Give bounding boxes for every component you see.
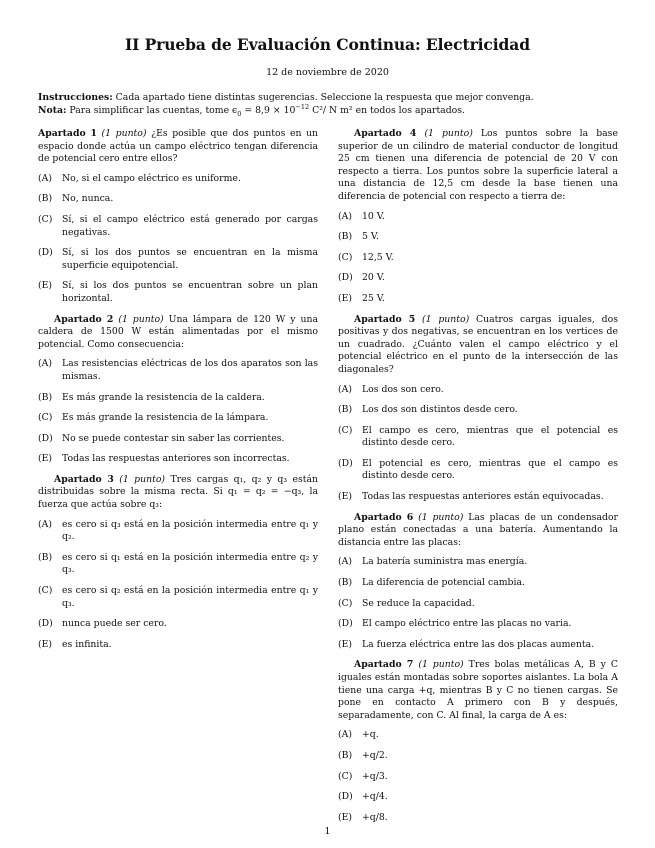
- option-text: +q/8.: [362, 811, 388, 823]
- option-letter: (B): [38, 391, 53, 403]
- option-letter: (B): [338, 404, 353, 416]
- answer-option[interactable]: [338, 272, 618, 285]
- question-stem: [38, 128, 318, 166]
- option-text: No, si el campo eléctrico es uniforme.: [62, 172, 241, 184]
- option-letter: (D): [38, 432, 53, 444]
- left-column: [38, 128, 318, 659]
- option-text: La fuerza eléctrica entre las dos placas aumenta.: [362, 638, 595, 650]
- option-text: 12,5 V.: [362, 251, 394, 263]
- answer-option[interactable]: [338, 577, 618, 590]
- question-7: [338, 659, 618, 824]
- question-stem: [338, 314, 618, 377]
- question-stem: [338, 512, 618, 550]
- exam-date: 12 de noviembre de 2020: [266, 67, 389, 78]
- option-letter: (A): [38, 518, 52, 530]
- option-text: +q/4.: [362, 791, 388, 803]
- option-text: 20 V.: [362, 272, 385, 284]
- answer-option[interactable]: [338, 211, 618, 224]
- option-text: Se reduce la capacidad.: [362, 597, 475, 609]
- option-letter: (B): [338, 577, 353, 589]
- answer-option[interactable]: [38, 358, 318, 383]
- answer-option[interactable]: [338, 231, 618, 244]
- question-text: Cuatros cargas iguales, dos positivas y dos negativas, se encuentran en los vertices de un cuadrado. ¿Cuánto valen el campo eléctrico y el potencial eléctrico en el punto de la intersección de las diagonales?: [338, 313, 618, 375]
- answer-option[interactable]: [38, 247, 318, 272]
- option-text: El campo es cero, mientras que el potencial es distinto desde cero.: [362, 424, 618, 449]
- question-2: [38, 314, 318, 466]
- question-6: [338, 512, 618, 652]
- option-letter: (D): [38, 618, 53, 630]
- option-text: Las resistencias eléctricas de los dos aparatos son las mismas.: [62, 358, 318, 382]
- option-text: Todas las respuestas anteriores están equivocadas.: [362, 491, 604, 503]
- answer-option[interactable]: [38, 392, 318, 405]
- option-text: El campo eléctrico entre las placas no varia.: [362, 618, 572, 630]
- note-text-after: C²/ N m² en todos los apartados.: [309, 105, 465, 116]
- option-letter: (C): [38, 213, 53, 225]
- answer-option[interactable]: [338, 771, 618, 784]
- answer-option[interactable]: [38, 453, 318, 466]
- question-stem: [338, 128, 618, 204]
- option-text: Todas las respuestas anteriores son incorrectas.: [62, 453, 290, 465]
- option-text: Es más grande la resistencia de la lámpara.: [62, 412, 269, 424]
- answer-option[interactable]: [38, 552, 318, 577]
- question-points: (1 punto): [118, 313, 164, 325]
- note-superscript: −12: [295, 102, 310, 111]
- instructions-text: Cada apartado tiene distintas sugerencias. Seleccione la respuesta que mejor convenga.: [115, 92, 534, 103]
- answer-option[interactable]: [338, 404, 618, 417]
- question-text: Las placas de un condensador plano están conectadas a una batería. Aumentando la distancia entre las placas:: [338, 511, 618, 548]
- question-label: Apartado 1: [38, 128, 97, 139]
- question-4: [338, 128, 618, 306]
- question-label: Apartado 7: [354, 659, 414, 671]
- question-points: (1 punto): [422, 313, 470, 325]
- answer-option[interactable]: [38, 214, 318, 239]
- answer-option[interactable]: [338, 293, 618, 306]
- option-letter: (A): [338, 729, 352, 741]
- option-letter: (A): [38, 172, 52, 184]
- question-text: Los puntos sobre la base superior de un cilindro de material conductor de longitud 25 cm tienen una diferencia de potencial de 20 V con respecto a tierra. Los puntos sobre la superficie lateral a una distancia de 12,5 cm desde la base tienen una diferencia de potencial con respecto a tierra de:: [338, 128, 618, 202]
- answer-option[interactable]: [338, 598, 618, 611]
- option-letter: (B): [338, 749, 353, 761]
- option-text: nunca puede ser cero.: [62, 618, 167, 630]
- note-text-mid: = 8,9 × 10: [241, 105, 296, 116]
- option-text: 5 V.: [362, 231, 379, 243]
- question-text: Tres bolas metálicas A, B y C iguales están montadas sobre soportes aislantes. La bola A tiene una carga +q, mientras B y C no tienen cargas. Se pone en contacto A primero con B y después, separadamente, con C. Al final, la carga de A es:: [338, 659, 618, 721]
- option-letter: (B): [338, 231, 353, 243]
- option-letter: (D): [338, 457, 353, 469]
- answer-option[interactable]: [38, 193, 318, 206]
- option-letter: (B): [38, 551, 53, 563]
- option-text: es cero si q₂ está en la posición intermedia entre q₁ y q₃.: [62, 585, 318, 609]
- page-title: II Prueba de Evaluación Continua: Electricidad: [125, 35, 530, 54]
- option-letter: (C): [38, 585, 53, 597]
- option-letter: (E): [38, 453, 53, 465]
- instructions-label: Instrucciones:: [38, 92, 113, 103]
- option-letter: (D): [38, 247, 53, 259]
- answer-option[interactable]: [38, 433, 318, 446]
- question-points: (1 punto): [418, 659, 464, 671]
- note-text-before: Para simplificar las cuentas, tome ϵ: [69, 105, 238, 116]
- answer-option[interactable]: [338, 750, 618, 763]
- question-5: [338, 314, 618, 504]
- option-letter: (E): [38, 280, 53, 292]
- option-text: Es más grande la resistencia de la caldera.: [62, 391, 265, 403]
- question-stem: [38, 314, 318, 352]
- option-letter: (D): [338, 791, 353, 803]
- option-text: Sí, si el campo eléctrico está generado por cargas negativas.: [62, 213, 318, 238]
- question-label: Apartado 5: [354, 313, 416, 325]
- option-text: La diferencia de potencial cambia.: [362, 577, 525, 589]
- option-letter: (A): [38, 358, 52, 370]
- answer-option[interactable]: [338, 491, 618, 504]
- option-text: es cero si q₃ está en la posición intermedia entre q₁ y q₂.: [62, 518, 318, 543]
- page-number: 1: [324, 826, 331, 837]
- option-text: El potencial es cero, mientras que el campo es distinto desde cero.: [362, 457, 618, 482]
- instructions-line: [38, 91, 618, 104]
- answer-option[interactable]: [338, 618, 618, 631]
- answer-option[interactable]: [38, 280, 318, 305]
- option-letter: (C): [338, 424, 353, 436]
- option-letter: (E): [338, 292, 353, 304]
- option-letter: (C): [338, 597, 353, 609]
- option-text: es cero si q₁ está en la posición intermedia entre q₂ y q₃.: [62, 551, 318, 576]
- answer-option[interactable]: [38, 618, 318, 631]
- option-text: +q/2.: [362, 749, 388, 761]
- option-text: 10 V.: [362, 210, 385, 222]
- question-label: Apartado 6: [354, 511, 414, 523]
- option-letter: (E): [338, 491, 353, 503]
- option-letter: (D): [338, 618, 353, 630]
- note-subscript: 0: [237, 109, 242, 118]
- option-text: Sí, si los dos puntos se encuentran en la misma superficie equipotencial.: [62, 247, 318, 271]
- option-letter: (D): [338, 272, 353, 284]
- answer-option[interactable]: [338, 812, 618, 825]
- option-letter: (B): [38, 193, 53, 205]
- option-text: No se puede contestar sin saber las corrientes.: [62, 432, 285, 444]
- option-letter: (E): [38, 638, 53, 650]
- answer-option[interactable]: [38, 519, 318, 544]
- question-points: (1 punto): [119, 473, 166, 485]
- answer-option[interactable]: [38, 173, 318, 186]
- option-letter: (C): [38, 412, 53, 424]
- answer-option[interactable]: [38, 412, 318, 425]
- question-stem: [338, 659, 618, 722]
- question-3: [38, 474, 318, 652]
- option-text: La batería suministra mas energía.: [362, 556, 528, 568]
- question-label: Apartado 3: [54, 473, 114, 485]
- option-text: Los dos son distintos desde cero.: [362, 404, 518, 416]
- question-text: Una lámpara de 120 W y una caldera de 1500 W están alimentadas por el mismo potencial. Como consecuencia:: [38, 313, 318, 350]
- option-text: +q/3.: [362, 770, 388, 782]
- option-text: es infinita.: [62, 638, 112, 650]
- answer-option[interactable]: [338, 252, 618, 265]
- question-points: (1 punto): [424, 128, 473, 139]
- answer-option[interactable]: [338, 556, 618, 569]
- option-text: Los dos son cero.: [362, 383, 444, 395]
- option-letter: (A): [338, 383, 352, 395]
- question-label: Apartado 4: [354, 128, 417, 139]
- option-letter: (C): [338, 251, 353, 263]
- question-points: (1 punto): [101, 128, 147, 139]
- option-letter: (A): [338, 556, 352, 568]
- option-letter: (C): [338, 770, 353, 782]
- option-letter: (E): [338, 811, 353, 823]
- question-text: ¿Es posible que dos puntos en un espacio donde actúa un campo eléctrico tengan diferencia de potencial cero entre ellos?: [38, 128, 318, 165]
- option-text: No, nunca.: [62, 193, 114, 205]
- right-column: [338, 128, 618, 832]
- question-points: (1 punto): [418, 511, 464, 523]
- question-label: Apartado 2: [54, 313, 114, 325]
- answer-option[interactable]: [338, 458, 618, 483]
- answer-option[interactable]: [338, 639, 618, 652]
- note-label: Nota:: [38, 105, 67, 116]
- answer-option[interactable]: [338, 425, 618, 450]
- option-text: 25 V.: [362, 292, 385, 304]
- instructions-block: [38, 91, 618, 117]
- answer-option[interactable]: [338, 384, 618, 397]
- answer-option[interactable]: [338, 791, 618, 804]
- option-letter: (A): [338, 210, 352, 222]
- answer-option[interactable]: [38, 585, 318, 610]
- answer-option[interactable]: [338, 729, 618, 742]
- note-line: [38, 104, 618, 117]
- option-letter: (E): [338, 638, 353, 650]
- question-text: Tres cargas q₁, q₂ y q₃ están distribuidas sobre la misma recta. Si q₁ = q₂ = −q₃, la fuerza que actúa sobre q₃:: [38, 473, 318, 511]
- question-stem: [38, 474, 318, 512]
- question-1: [38, 128, 318, 306]
- option-text: +q.: [362, 729, 379, 741]
- answer-option[interactable]: [38, 639, 318, 652]
- option-text: Sí, si los dos puntos se encuentran sobre un plan horizontal.: [62, 280, 318, 304]
